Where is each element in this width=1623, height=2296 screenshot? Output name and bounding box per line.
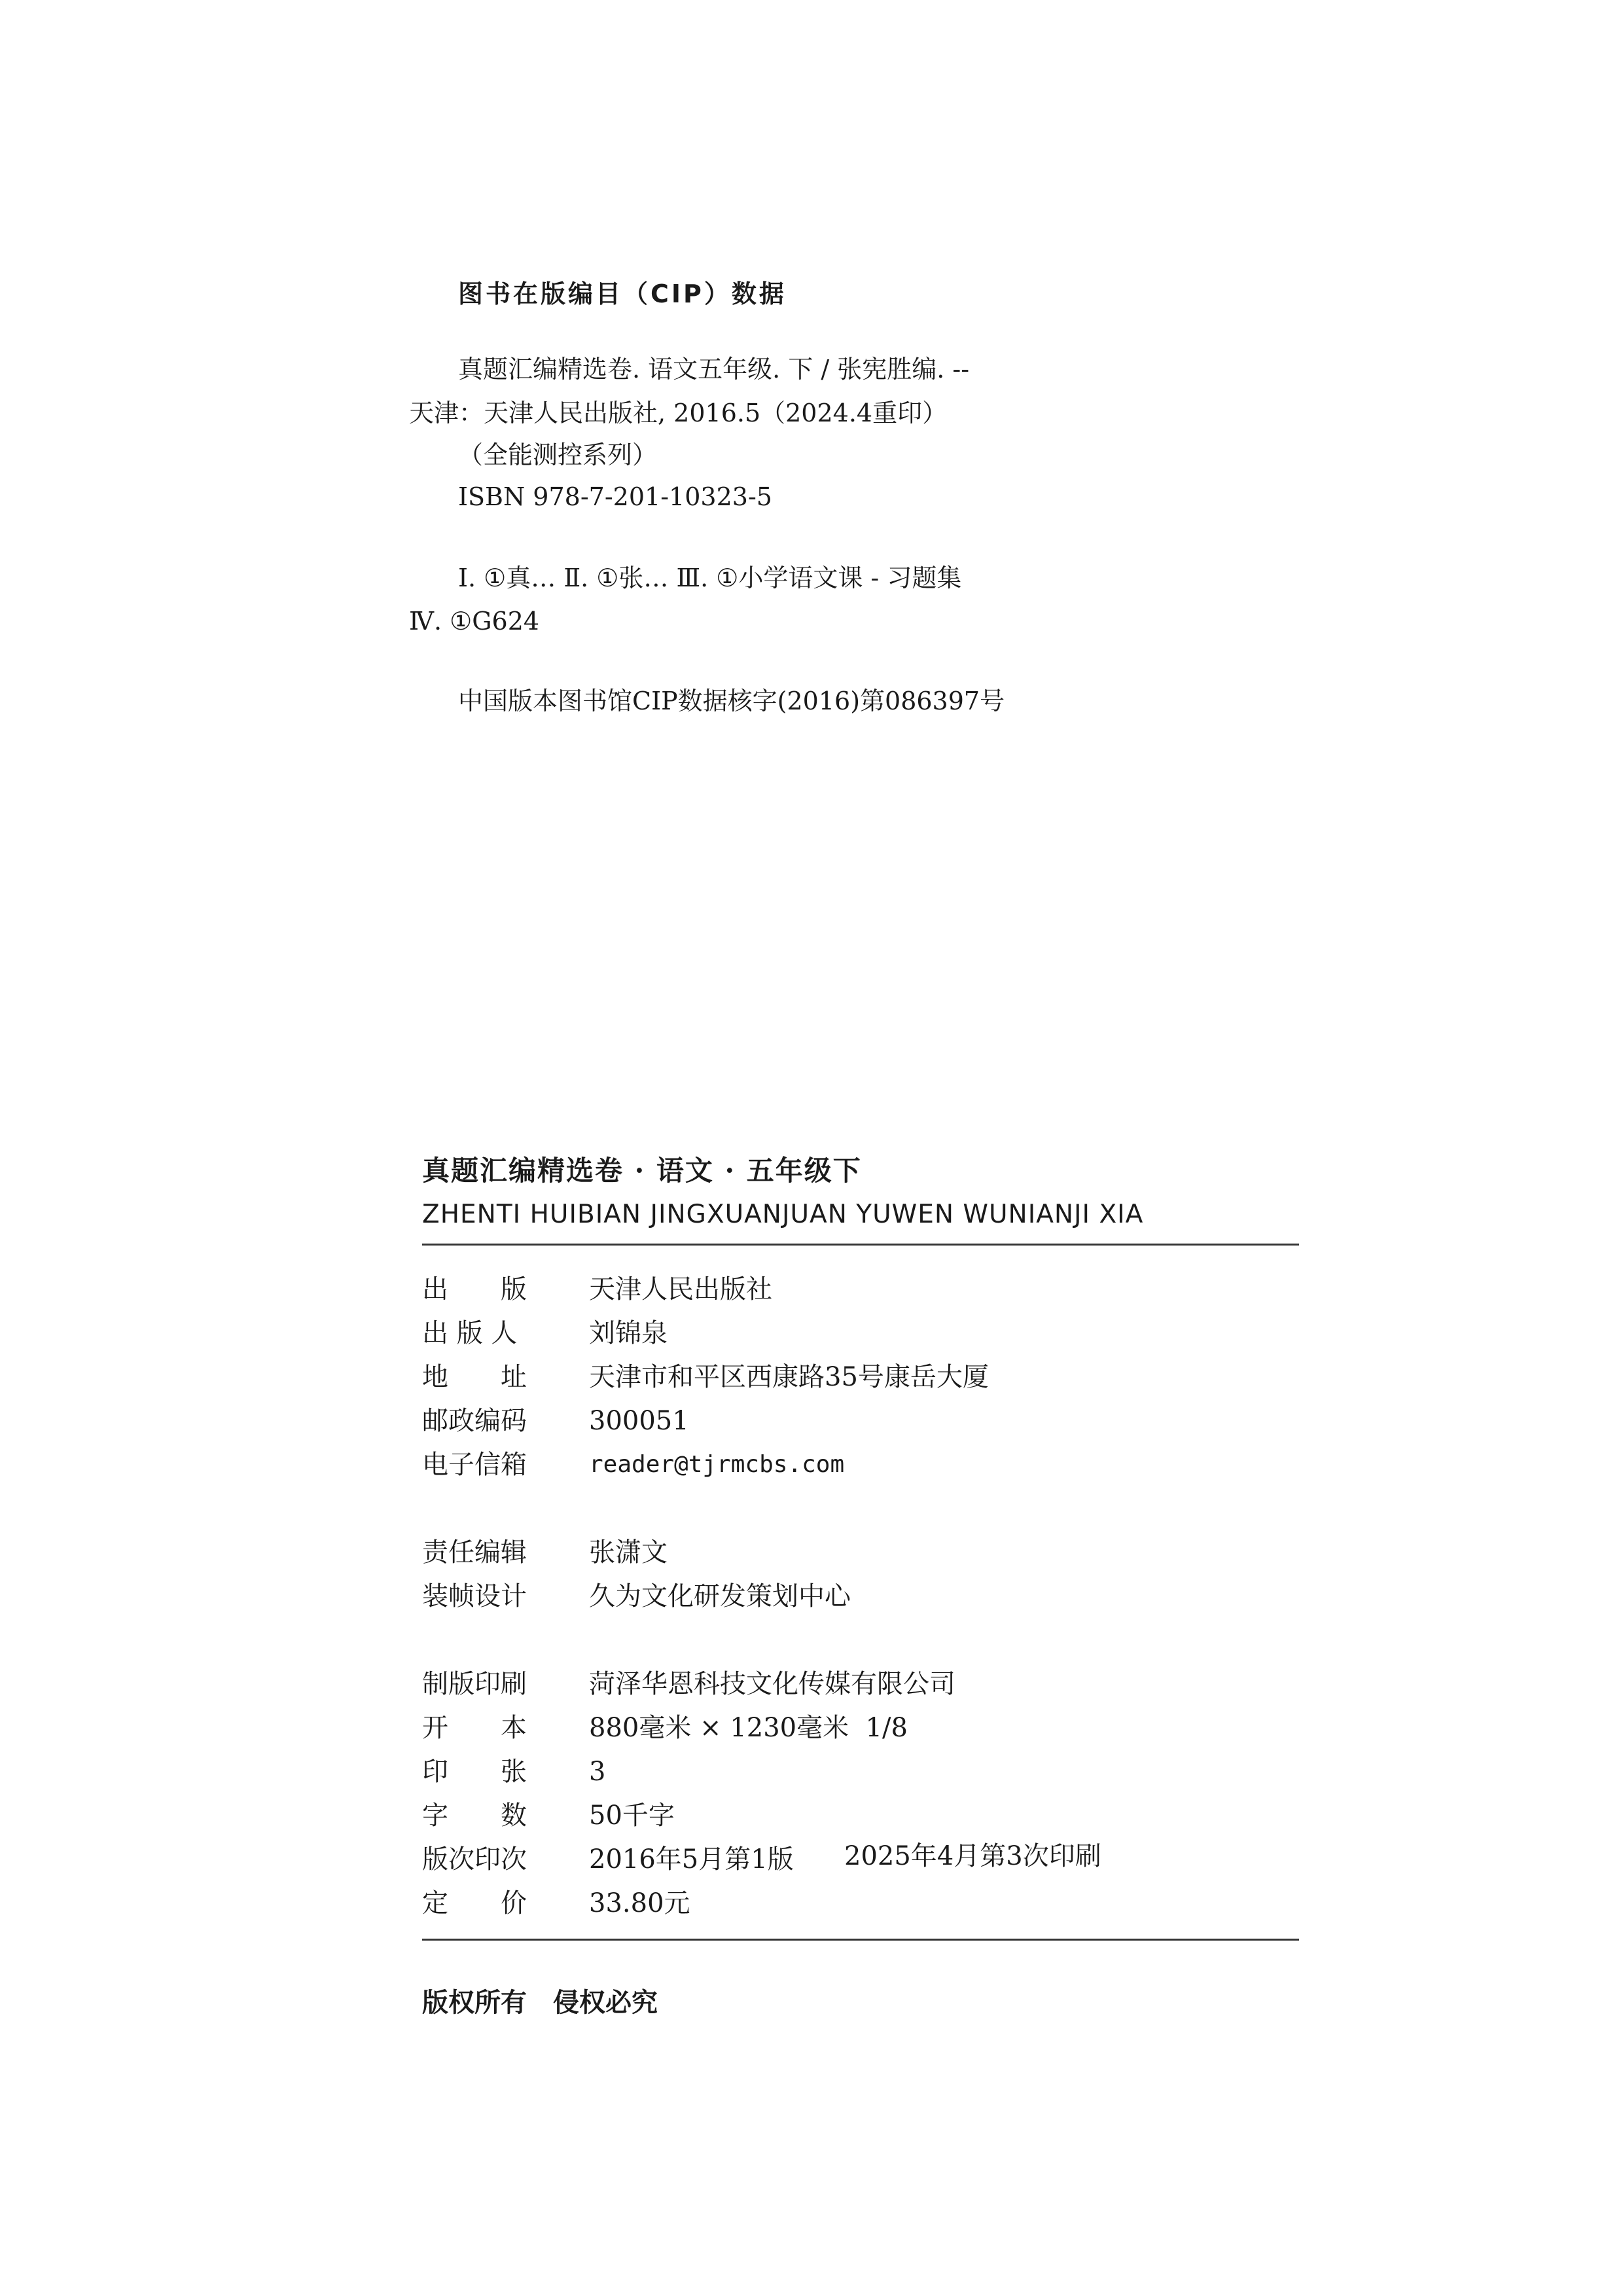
cip-line-title-author: 真题汇编精选卷. 语文五年级. 下 / 张宪胜编. -- — [458, 355, 970, 384]
info-label: 装帧设计 — [422, 1581, 527, 1611]
info-value: reader@tjrmcbs.com — [589, 1451, 845, 1478]
info-value: 菏泽华恩科技文化传媒有限公司 — [589, 1669, 955, 1699]
top-rule — [422, 1244, 1299, 1246]
info-label: 印 张 — [422, 1757, 527, 1787]
info-value: 久为文化研发策划中心 — [589, 1581, 851, 1611]
info-label: 出 版 — [422, 1274, 527, 1304]
book-title-pinyin: ZHENTI HUIBIAN JINGXUANJUAN YUWEN WUNIANJI XIA — [422, 1200, 1144, 1229]
info-value: 张潇文 — [589, 1537, 668, 1568]
info-label: 邮政编码 — [422, 1406, 527, 1436]
cip-classification-1: Ⅰ. ①真… Ⅱ. ①张… Ⅲ. ①小学语文课 - 习题集 — [458, 564, 962, 592]
info-label: 开 本 — [422, 1713, 527, 1743]
info-label: 电子信箱 — [422, 1450, 527, 1480]
info-label: 责任编辑 — [422, 1537, 527, 1568]
info-value: 50千字 — [589, 1801, 675, 1831]
book-title: 真题汇编精选卷 · 语文 · 五年级下 — [422, 1155, 862, 1187]
info-label: 版次印次 — [422, 1844, 527, 1874]
cip-record-number: 中国版本图书馆CIP数据核字(2016)第086397号 — [458, 687, 1005, 715]
info-label: 定 价 — [422, 1888, 527, 1918]
info-value: 880毫米 × 1230毫米 1/8 — [589, 1713, 908, 1743]
info-label: 地 址 — [422, 1362, 527, 1392]
bottom-rule — [422, 1939, 1299, 1941]
info-label: 制版印刷 — [422, 1669, 527, 1699]
info-value: 刘锦泉 — [589, 1318, 668, 1348]
cip-isbn: ISBN 978-7-201-10323-5 — [458, 482, 772, 511]
info-value: 300051 — [589, 1406, 689, 1436]
info-value: 2016年5月第1版 — [589, 1844, 794, 1874]
info-label: 出 版 人 — [422, 1318, 518, 1348]
cip-title: 图书在版编目（CIP）数据 — [458, 279, 787, 308]
info-label: 字 数 — [422, 1801, 527, 1831]
cip-line-publisher: 天津：天津人民出版社, 2016.5（2024.4重印） — [409, 399, 948, 427]
info-value: 天津市和平区西康路35号康岳大厦 — [589, 1362, 989, 1392]
cip-line-series: （全能测控系列） — [458, 440, 658, 469]
info-value: 33.80元 — [589, 1888, 690, 1918]
info-value-secondary: 2025年4月第3次印刷 — [844, 1841, 1101, 1871]
info-value: 3 — [589, 1757, 606, 1787]
info-value: 天津人民出版社 — [589, 1274, 772, 1304]
cip-classification-2: Ⅳ. ①G624 — [409, 607, 540, 636]
copyright-notice: 版权所有 侵权必究 — [422, 1988, 658, 2018]
